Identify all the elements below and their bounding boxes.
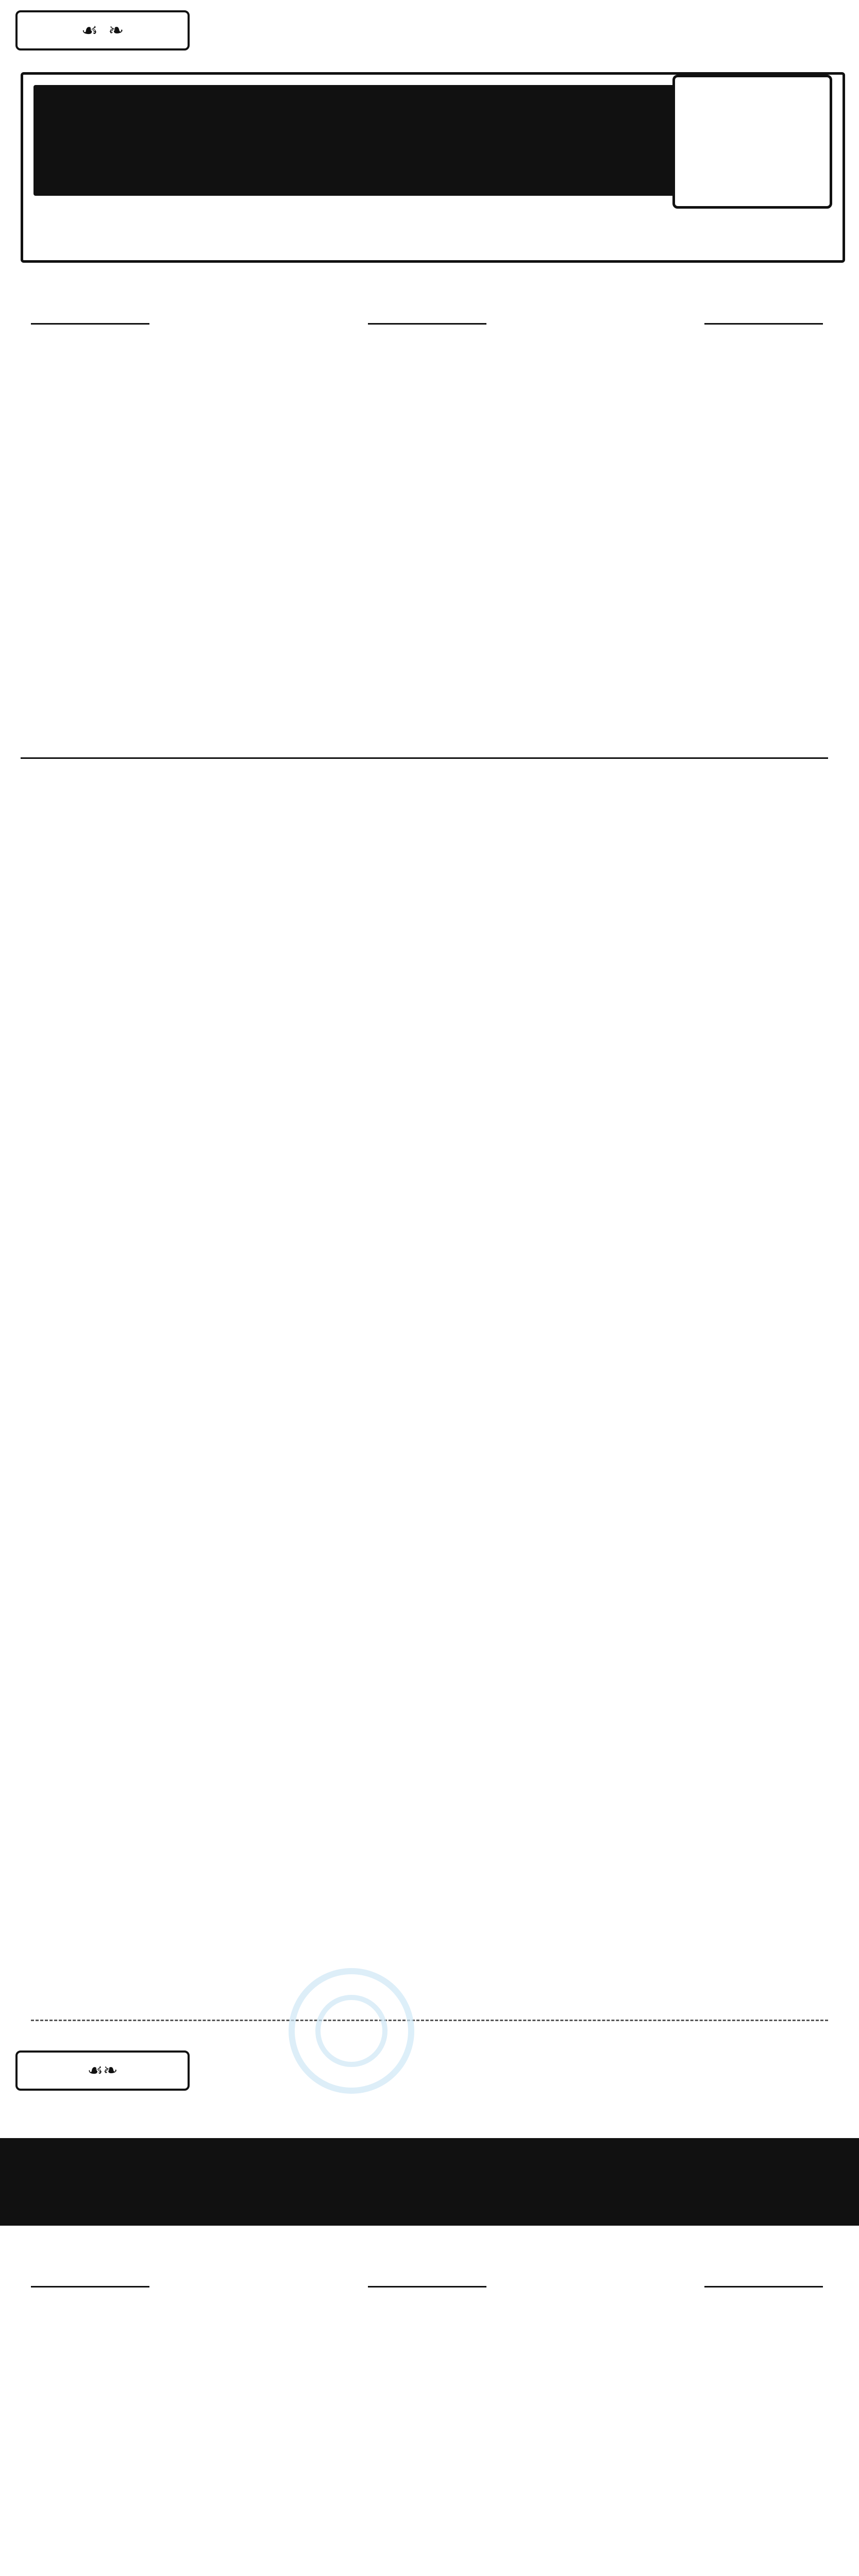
paper-subjective [0, 2040, 859, 2576]
paper2-info-row [31, 2313, 828, 2344]
roll-number-fields-2 [31, 2251, 828, 2287]
scroll-ornament-icon: ❧ [103, 2060, 118, 2081]
watermark-logo-icon [289, 1968, 414, 2094]
invigilator-line[interactable] [31, 308, 149, 325]
scroll-ornament-icon: ☙ [81, 20, 98, 41]
scroll-ornament-icon: ☙ [87, 2060, 103, 2081]
paper-number-badge [672, 75, 832, 209]
roll-number-fields [31, 289, 828, 325]
roll-digits-line-2[interactable] [704, 2270, 823, 2287]
header-banner [21, 72, 845, 263]
roll-digits-line[interactable] [704, 308, 823, 325]
paper2-title-bar [0, 2138, 859, 2226]
scroll-ornament-icon: ❧ [108, 20, 124, 41]
roll-words-field[interactable] [368, 308, 492, 325]
roll-digits-field-2[interactable] [704, 2270, 828, 2287]
roll-words-line-2[interactable] [368, 2270, 486, 2287]
page-divider [31, 1999, 828, 2021]
invigilator-field-2[interactable] [31, 2270, 155, 2287]
invigilator-field[interactable] [31, 308, 155, 325]
answer-bubble-grid [26, 443, 835, 629]
question1-header [21, 757, 828, 800]
subject-class-tab [15, 10, 190, 50]
roll-words-field-2[interactable] [368, 2270, 492, 2287]
banner-black-strip [33, 85, 832, 196]
roll-words-line[interactable] [368, 308, 486, 325]
invigilator-line-2[interactable] [31, 2270, 149, 2287]
paper1-info-row [31, 355, 828, 386]
subject-class-tab-2 [15, 2050, 190, 2091]
roll-digits-field[interactable] [704, 308, 828, 325]
